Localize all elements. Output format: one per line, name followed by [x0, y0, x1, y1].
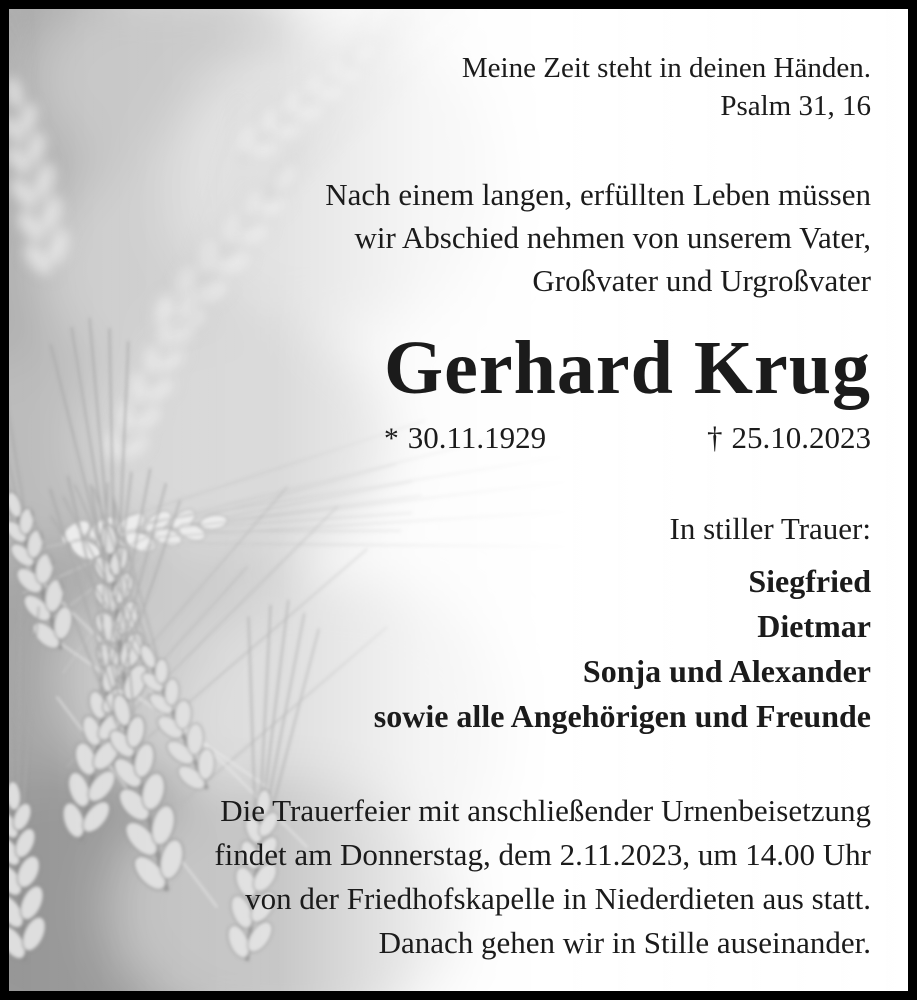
mourning-intro: In stiller Trauer: [669, 511, 871, 546]
intro-text [9, 173, 871, 302]
funeral-line: von der Friedhofskapelle in Niederdieten aus statt. [245, 881, 871, 916]
mourner-list [9, 559, 871, 739]
funeral-line: findet am Donnerstag, dem 2.11.2023, um 14.00 Uhr [214, 837, 871, 872]
epigraph [9, 49, 871, 125]
death-date [707, 418, 871, 459]
deceased-block [384, 324, 871, 459]
intro-line: wir Abschied nehmen von unserem Vater, [354, 220, 871, 255]
dagger-symbol: † [707, 420, 723, 455]
obituary-content [9, 9, 908, 965]
born-symbol: * [384, 423, 399, 455]
death-date-value: 25.10.2023 [731, 420, 871, 455]
deceased-name: Gerhard Krug [384, 326, 871, 410]
intro-line: Nach einem langen, erfüllten Leben müssen [325, 177, 871, 212]
life-dates [384, 418, 871, 459]
funeral-info [9, 789, 871, 965]
mourner-name: Siegfried [748, 563, 871, 599]
mourner-name: Sonja und Alexander [582, 653, 871, 689]
funeral-line: Danach gehen wir in Stille auseinander. [378, 925, 871, 960]
mourner-name: sowie alle Angehörigen und Freunde [373, 698, 871, 734]
birth-date [384, 418, 546, 459]
funeral-line: Die Trauerfeier mit anschließender Urnenbeisetzung [220, 793, 871, 828]
epigraph-quote: Meine Zeit steht in deinen Händen. [461, 52, 871, 84]
intro-line: Großvater und Urgroßvater [532, 263, 871, 298]
epigraph-source: Psalm 31, 16 [720, 90, 871, 122]
birth-date-value: 30.11.1929 [407, 420, 547, 455]
mourner-name: Dietmar [757, 608, 871, 644]
